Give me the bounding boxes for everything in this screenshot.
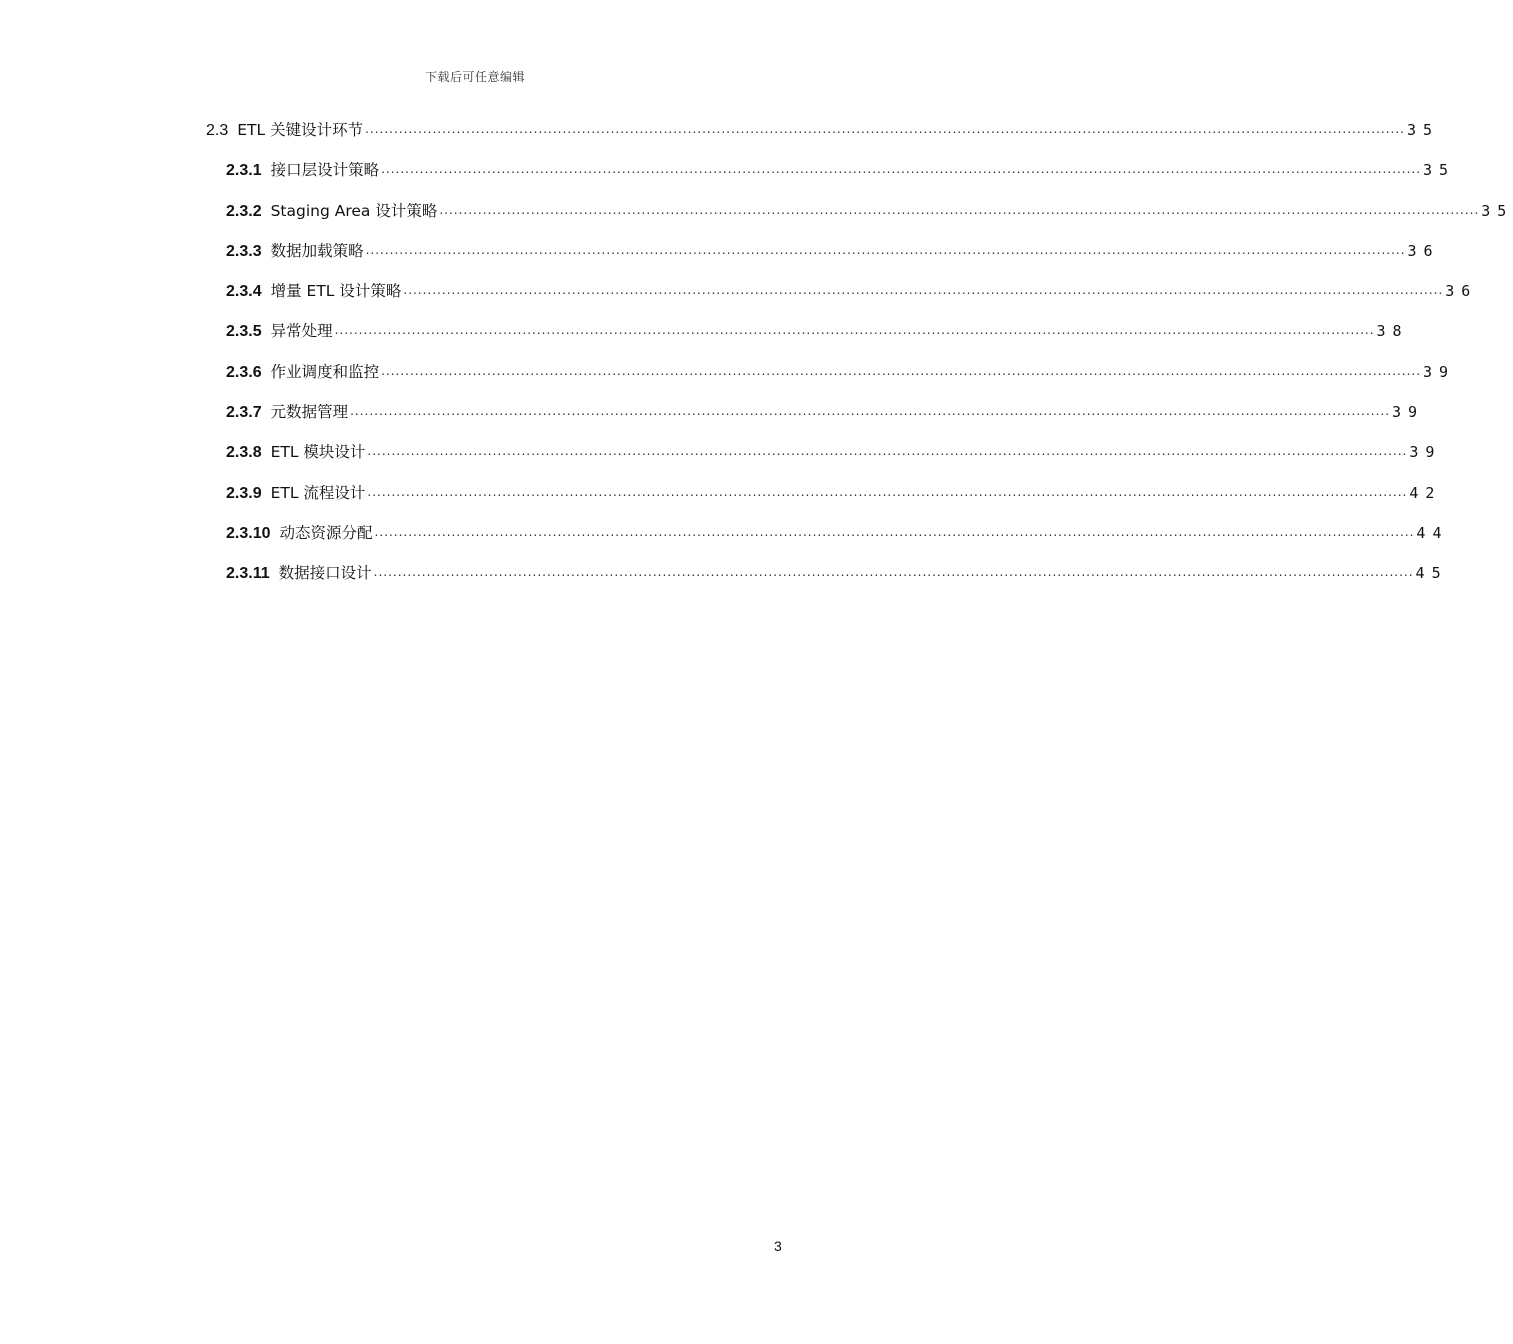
toc-entry-number: 2.3.8 — [226, 444, 262, 462]
toc-entry[interactable] — [206, 198, 1513, 238]
toc-entry-number: 2.3.11 — [226, 565, 270, 583]
toc-entry-page: 44 — [1416, 523, 1449, 542]
toc-entry-page: 35 — [1407, 121, 1440, 139]
toc-dot-leader — [439, 197, 1479, 223]
toc-entry-title: 元数据管理 — [270, 403, 349, 422]
toc-entry[interactable] — [206, 399, 1425, 439]
page-number: 3 — [774, 1238, 782, 1254]
toc-entry-page: 39 — [1392, 403, 1425, 422]
toc-entry-number: 2.3.10 — [226, 524, 271, 542]
toc-entry-number: 2.3 — [206, 122, 229, 139]
toc-entry-number: 2.3.7 — [226, 404, 262, 422]
toc-entry-page: 36 — [1407, 241, 1440, 260]
toc-dot-leader — [367, 438, 1407, 464]
toc-entry-page: 36 — [1445, 282, 1478, 301]
toc-dot-leader — [381, 156, 1421, 182]
toc-entry[interactable] — [206, 560, 1448, 600]
toc-dot-leader — [365, 116, 1405, 142]
toc-entry[interactable] — [206, 359, 1456, 399]
toc-dot-leader — [374, 559, 1414, 585]
toc-entry[interactable] — [206, 157, 1456, 197]
toc-entry[interactable] — [206, 520, 1449, 560]
toc-entry-title: 作业调度和监控 — [270, 362, 380, 381]
toc-entry-page: 39 — [1423, 362, 1456, 381]
toc-dot-leader — [381, 358, 1421, 384]
toc-dot-leader — [366, 237, 1406, 263]
toc-entry-title: ETL 模块设计 — [270, 443, 366, 462]
toc-entry-number: 2.3.9 — [226, 484, 262, 502]
toc-entry-page: 38 — [1376, 322, 1409, 341]
toc-entry-number: 2.3.4 — [226, 283, 262, 301]
toc-dot-leader — [403, 277, 1443, 303]
toc-entry-page: 45 — [1415, 564, 1448, 583]
toc-entry[interactable] — [206, 318, 1409, 358]
toc-dot-leader — [350, 398, 1390, 424]
toc-entry-number: 2.3.3 — [226, 242, 262, 260]
toc-entry-number: 2.3.2 — [226, 202, 262, 220]
toc-dot-leader — [367, 479, 1407, 505]
toc-entry-title: 动态资源分配 — [279, 523, 373, 542]
toc-entry-number: 2.3.6 — [226, 363, 262, 381]
toc-entry[interactable] — [206, 117, 1440, 157]
toc-entry-title: Staging Area 设计策略 — [270, 201, 438, 220]
toc-entry[interactable] — [206, 480, 1442, 520]
toc-entry[interactable] — [206, 439, 1442, 479]
page-header: 下载后可任意编辑 — [424, 70, 525, 84]
toc-entry-title: 数据加载策略 — [270, 241, 364, 260]
table-of-contents — [206, 117, 1513, 601]
toc-entry-title: 异常处理 — [270, 322, 333, 341]
toc-entry-number: 2.3.5 — [226, 323, 262, 341]
toc-entry-page: 35 — [1481, 201, 1513, 220]
toc-entry-title: ETL 流程设计 — [270, 483, 366, 502]
toc-entry-page: 42 — [1409, 483, 1442, 502]
toc-dot-leader — [335, 317, 1375, 343]
toc-entry[interactable] — [206, 238, 1440, 278]
toc-dot-leader — [375, 519, 1415, 545]
toc-entry-title: 接口层设计策略 — [270, 161, 380, 180]
toc-entry-number: 2.3.1 — [226, 162, 262, 180]
toc-entry-page: 35 — [1423, 161, 1456, 180]
toc-entry-page: 39 — [1409, 443, 1442, 462]
toc-entry-title: ETL 关键设计环节 — [237, 121, 364, 139]
toc-entry[interactable] — [206, 278, 1478, 318]
toc-entry-title: 增量 ETL 设计策略 — [270, 282, 402, 301]
toc-entry-title: 数据接口设计 — [278, 564, 372, 583]
